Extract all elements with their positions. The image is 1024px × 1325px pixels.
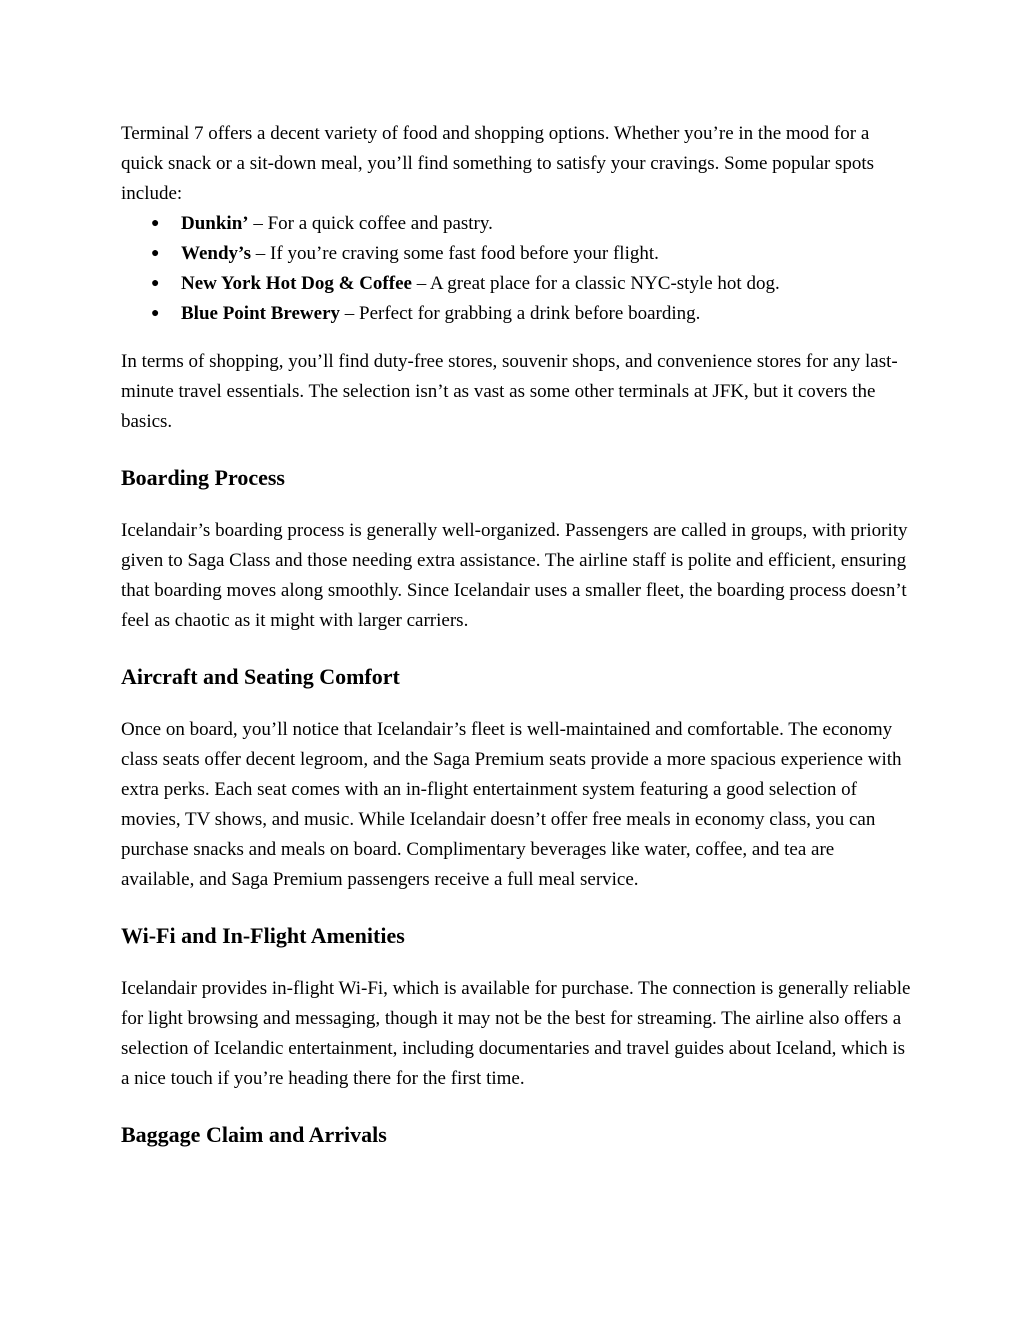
list-item [121, 269, 911, 299]
intro-paragraph: Terminal 7 offers a decent variety of food and shopping options. Whether you’re in the mood for a quick snack or a sit-down meal, you’ll find something to satisfy your cravings. Some popular spots include: [121, 123, 875, 204]
spot-description: – For a quick coffee and pastry. [248, 213, 493, 234]
section-heading-baggage: Baggage Claim and Arrivals [121, 1122, 387, 1147]
bullet-icon: ● [151, 306, 160, 321]
spot-description: – Perfect for grabbing a drink before boarding. [340, 303, 701, 324]
spot-description: – A great place for a classic NYC-style hot dog. [411, 273, 780, 294]
list-item [121, 299, 911, 329]
section-text-boarding: Icelandair’s boarding process is generally well-organized. Passengers are called in groups, with priority given to Saga Class and those needing extra assistance. The airline staff is polite and efficient, ensuring that boarding moves along smoothly. Since Icelandair uses a smaller fleet, the boarding process doesn’t feel as chaotic as it might with larger carriers. [121, 520, 908, 631]
list-item [121, 239, 911, 269]
bullet-icon: ● [151, 246, 160, 261]
section-heading-wifi: Wi-Fi and In-Flight Amenities [121, 923, 405, 948]
spot-name: Wendy’s [181, 243, 252, 264]
section-heading-aircraft: Aircraft and Seating Comfort [121, 664, 400, 689]
document-page [121, 119, 911, 1150]
bullet-icon: ● [151, 216, 160, 231]
section-text-aircraft: Once on board, you’ll notice that Icelandair’s fleet is well-maintained and comfortable. The economy class seats offer decent legroom, and the Saga Premium seats provide a more spacious experience with extra perks. Each seat comes with an in-flight entertainment system featuring a good selection of movies, TV shows, and music. While Icelandair doesn’t offer free meals in economy class, you can purchase snacks and meals on board. Complimentary beverages like water, coffee, and tea are available, and Saga Premium passengers receive a full meal service. [121, 719, 902, 890]
shopping-paragraph: In terms of shopping, you’ll find duty-free stores, souvenir shops, and convenience stores for any last-minute travel essentials. The selection isn’t as vast as some other terminals at JFK, but it covers the basics. [121, 351, 898, 432]
section-text-wifi: Icelandair provides in-flight Wi-Fi, which is available for purchase. The connection is generally reliable for light browsing and messaging, though it may not be the best for streaming. The airline also offers a selection of Icelandic entertainment, including documentaries and travel guides about Iceland, which is a nice touch if you’re heading there for the first time. [121, 978, 911, 1089]
list-item [121, 209, 911, 239]
section-heading-boarding: Boarding Process [121, 465, 285, 490]
spot-name: Dunkin’ [181, 213, 249, 234]
bullet-icon: ● [151, 276, 160, 291]
spot-name: New York Hot Dog & Coffee [181, 273, 412, 294]
spot-name: Blue Point Brewery [181, 303, 341, 324]
food-spots-list [121, 209, 911, 329]
spot-description: – If you’re craving some fast food before your flight. [251, 243, 659, 264]
